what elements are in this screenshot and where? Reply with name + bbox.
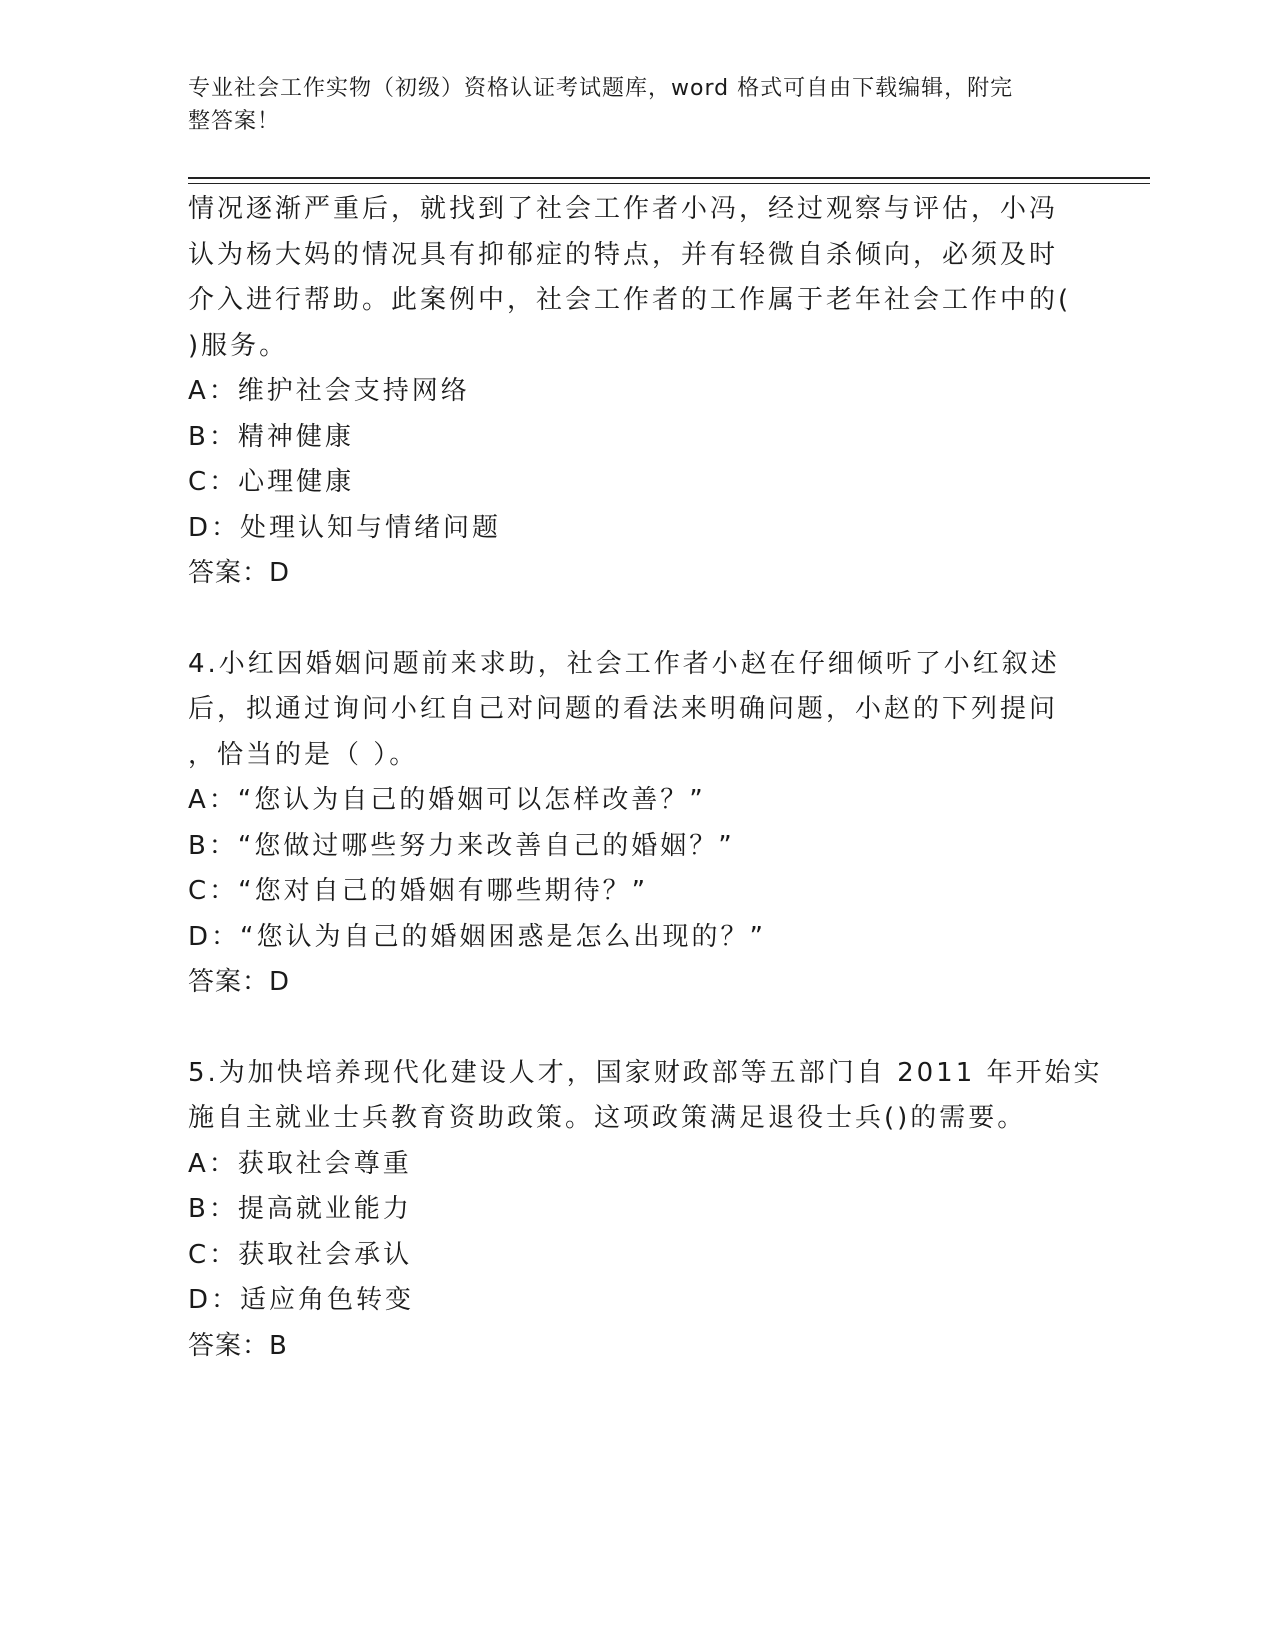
page-header [188,72,1068,138]
answer: 答案：B [188,1330,288,1361]
option-c: C：获取社会承认 [188,1239,413,1270]
header-line-2: 整答案！ [188,109,281,134]
question-stem-line: 5.为加快培养现代化建设人才，国家财政部等五部门自 2011 年开始实 [188,1057,1103,1088]
header-divider-thick [188,177,1150,179]
option-b: B：精神健康 [188,421,354,452]
answer: 答案：D [188,967,291,997]
option-a: A：“您认为自己的婚姻可以怎样改善？” [188,785,706,815]
question-stem-line: 情况逐渐严重后，就找到了社会工作者小冯，经过观察与评估，小冯 [188,194,1059,224]
question-stem-line: 认为杨大妈的情况具有抑郁症的特点，并有轻微自杀倾向，必须及时 [188,239,1059,270]
option-c: C：心理健康 [188,467,355,497]
option-b: B：提高就业能力 [188,1194,412,1224]
question-4 [188,642,1088,1006]
question-content [188,187,1103,1369]
option-d: D：处理认知与情绪问题 [188,512,502,543]
option-b: B：“您做过哪些努力来改善自己的婚姻？” [188,830,735,861]
header-line-1: 专业社会工作实物（初级）资格认证考试题库，word 格式可自由下载编辑，附完 [188,76,1014,101]
answer: 答案：D [188,558,291,588]
question-gap [188,1006,1088,1051]
question-stem-line: ，恰当的是（ ）。 [188,739,419,770]
question-stem-line: 介入进行帮助。此案例中，社会工作者的工作属于老年社会工作中的( [188,285,1072,315]
question-stem-line: )服务。 [188,330,289,361]
option-d: D：适应角色转变 [188,1285,415,1315]
option-a: A：维护社会支持网络 [188,376,470,406]
question-stem-line: 4.小红因婚姻问题前来求助，社会工作者小赵在仔细倾听了小红叙述 [188,648,1060,679]
question-stem-line: 施自主就业士兵教育资助政策。这项政策满足退役士兵()的需要。 [188,1103,1027,1133]
question-3 [188,187,1088,597]
option-a: A：获取社会尊重 [188,1148,412,1179]
header-divider-thin [188,183,1150,184]
question-5 [188,1051,1103,1370]
question-gap [188,597,1088,642]
option-c: C：“您对自己的婚姻有哪些期待？” [188,876,649,906]
question-stem-line: 后，拟通过询问小红自己对问题的看法来明确问题，小赵的下列提问 [188,694,1059,724]
option-d: D：“您认为自己的婚姻困惑是怎么出现的？” [188,921,766,952]
